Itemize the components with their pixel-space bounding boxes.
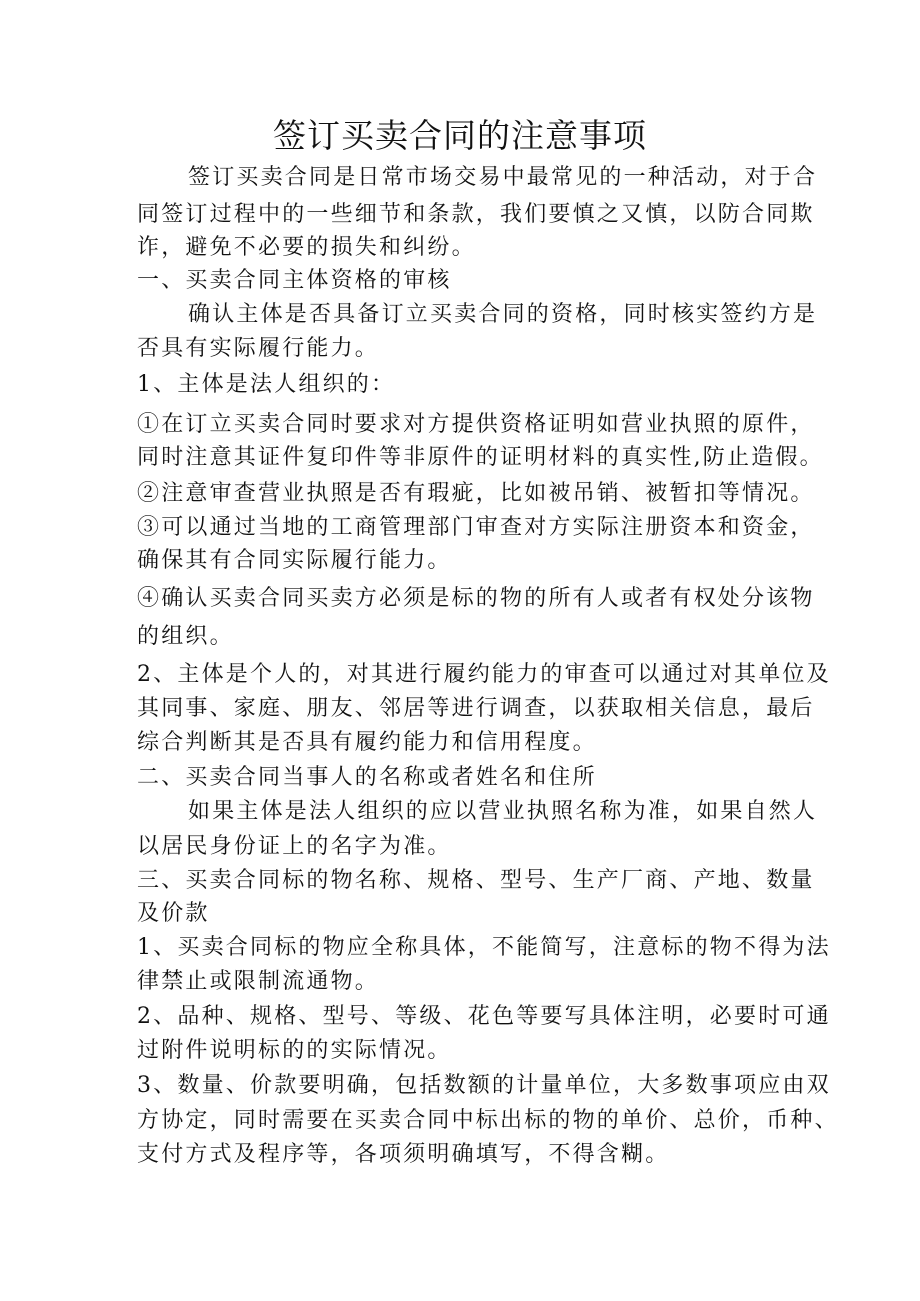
paragraph-line: 如果主体是法人组织的应以营业执照名称为准，如果自然人 [188,799,818,824]
list-item: ③可以通过当地的工商管理部门审查对方实际注册资本和资金， [137,515,815,540]
paragraph-line: 过附件说明标的的实际情况。 [137,1038,452,1063]
paragraph-line: 签订买卖合同是日常市场交易中最常见的一种活动，对于合 [188,165,818,190]
paragraph-line: 支付方式及程序等，各项须明确填写，不得含糊。 [137,1142,670,1167]
paragraph-line: 以居民身份证上的名字为准。 [137,834,452,859]
list-item: ①在订立买卖合同时要求对方提供资格证明如营业执照的原件， [137,412,815,437]
paragraph-line: 1、买卖合同标的物应全称具体，不能简写，注意标的物不得为法 [137,935,831,960]
paragraph-line: 否具有实际履行能力。 [137,336,380,361]
paragraph-line: 律禁止或限制流通物。 [137,969,380,994]
paragraph-line: 2、主体是个人的，对其进行履约能力的审查可以通过对其单位及 [137,662,831,687]
paragraph-line: 其同事、家庭、朋友、邻居等进行调查，以获取相关信息，最后 [137,696,815,721]
paragraph-line: 2、品种、规格、型号、等级、花色等要写具体注明，必要时可通 [137,1004,831,1029]
subheading: 1、主体是法人组织的： [137,372,396,397]
list-item: 的组织。 [137,624,234,649]
section-heading: 一、买卖合同主体资格的审核 [137,268,452,293]
paragraph-line: 3、数量、价款要明确，包括数额的计量单位，大多数事项应由双 [137,1073,831,1098]
section-heading: 二、买卖合同当事人的名称或者姓名和住所 [137,765,597,790]
list-item: ④确认买卖合同买卖方必须是标的物的所有人或者有权处分该物 [137,586,815,611]
section-heading: 三、买卖合同标的物名称、规格、型号、生产厂商、产地、数量 [137,868,815,893]
list-item: ②注意审查营业执照是否有瑕疵，比如被吊销、被暂扣等情况。 [137,481,815,506]
paragraph-line: 同签订过程中的一些细节和条款，我们要慎之又慎，以防合同欺 [137,202,815,227]
paragraph-line: 方协定，同时需要在买卖合同中标出标的物的单价、总价，币种、 [137,1108,839,1133]
list-item: 同时注意其证件复印件等非原件的证明材料的真实性,防止造假。 [137,445,824,470]
paragraph-line: 诈，避免不必要的损失和纠纷。 [137,235,476,260]
paragraph-line: 综合判断其是否具有履约能力和信用程度。 [137,730,597,755]
section-heading: 及价款 [137,901,210,926]
paragraph-line: 确认主体是否具备订立买卖合同的资格，同时核实签约方是 [188,302,818,327]
list-item: 确保其有合同实际履行能力。 [137,548,452,573]
document-title: 签订买卖合同的注意事项 [273,116,647,155]
